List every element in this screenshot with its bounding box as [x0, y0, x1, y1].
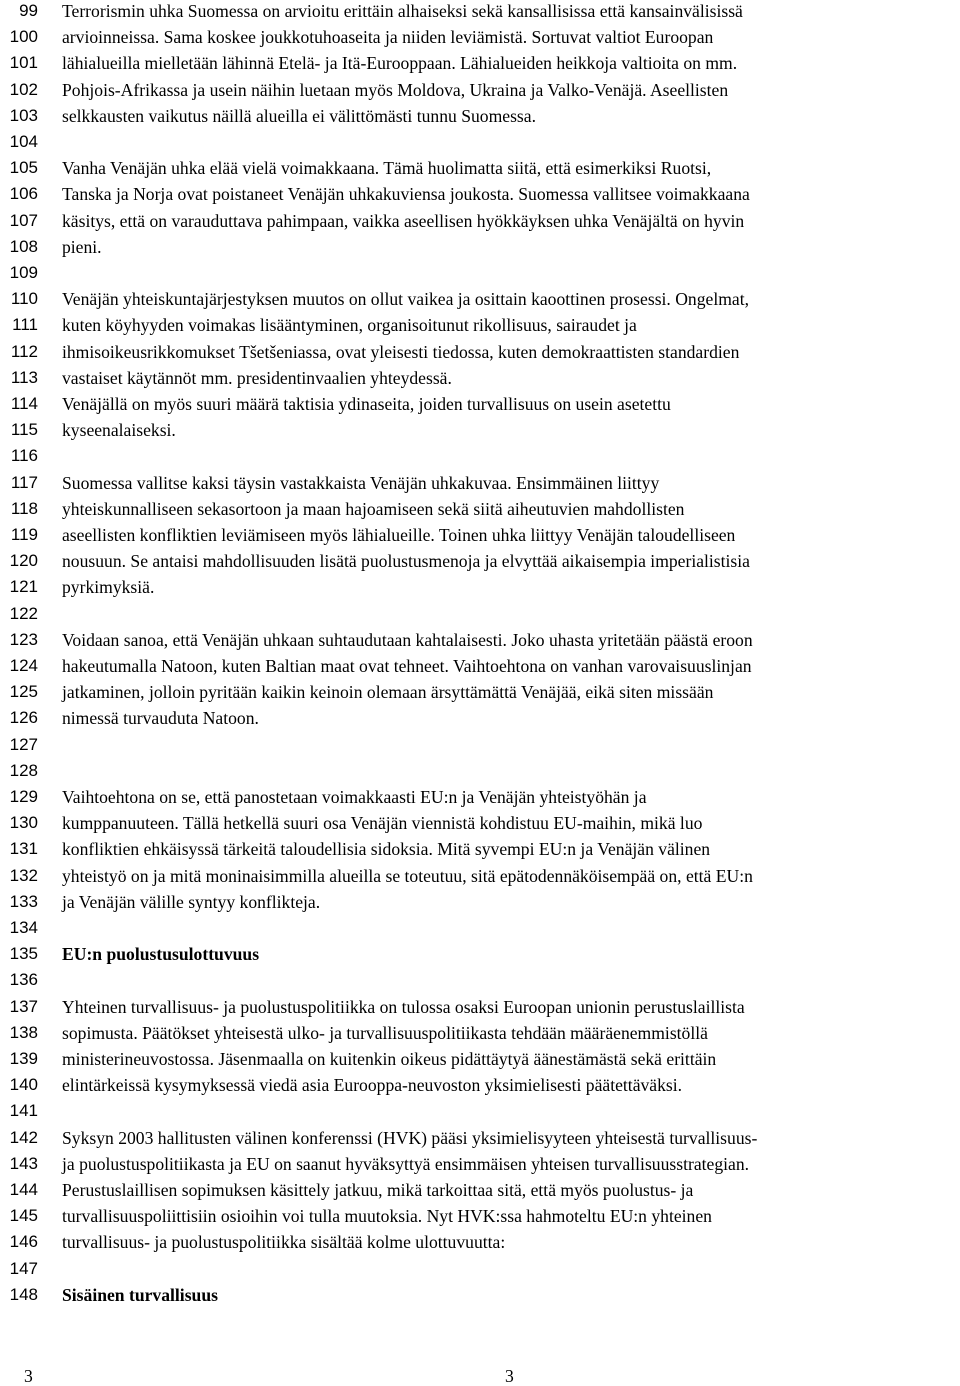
text-line: ja Venäjän välille syntyy konflikteja. — [62, 891, 321, 912]
text-line: ja puolustuspolitiikasta ja EU on saanut hyväksyttyä ensimmäisen yhteisen turvallisuusstrategian. — [62, 1153, 750, 1174]
text-line: Tanska ja Norja ovat poistaneet Venäjän uhkakuviensa joukosta. Suomessa vallitsee voimakkaana — [62, 184, 750, 205]
text-line: turvallisuuspoliittisiin osioihin voi tulla muutoksia. Nyt HVK:ssa hahmoteltu EU:n yhteinen — [62, 1206, 712, 1227]
text-line: Suomessa vallitse kaksi täysin vastakkaista Venäjän uhkakuvaa. Ensimmäinen liittyy — [62, 472, 660, 493]
line-number: 115 — [10, 420, 38, 440]
line-number: 103 — [9, 105, 38, 125]
line-number: 127 — [9, 734, 38, 754]
line-number: 145 — [9, 1206, 38, 1226]
line-number: 108 — [9, 236, 38, 256]
line-number: 106 — [9, 184, 38, 204]
line-number: 111 — [12, 315, 38, 335]
text-line: selkkausten vaikutus näillä alueilla ei välittömästi tunnu Suomessa. — [62, 105, 536, 126]
text-line: lähialueilla mielletään lähinnä Etelä- ja Itä-Eurooppaan. Lähialueiden heikkoja valtioita on mm. — [62, 53, 738, 74]
text-line: pieni. — [62, 236, 102, 257]
text-line: nimessä turvauduta Natoon. — [62, 708, 259, 729]
line-number: 142 — [9, 1127, 38, 1147]
line-number: 140 — [9, 1075, 38, 1095]
text-line: vastaiset käytännöt mm. presidentinvaalien yhteydessä. — [62, 367, 452, 388]
text-line: käsitys, että on varauduttava pahimpaan, vaikka aseellisen hyökkäyksen uhka Venäjältä on hyvin — [62, 210, 745, 231]
line-number: 124 — [9, 656, 38, 675]
text-line: pyrkimyksiä. — [62, 577, 155, 598]
line-number: 114 — [10, 394, 38, 413]
line-number: 134 — [9, 918, 38, 937]
line-number: 132 — [9, 865, 38, 885]
line-number: 137 — [9, 996, 38, 1016]
line-number: 147 — [9, 1258, 38, 1278]
text-line: konfliktien ehkäisyssä tärkeitä taloudellisia sidoksia. Mitä syvempi EU:n ja Venäjän välinen — [62, 839, 711, 860]
text-line: Syksyn 2003 hallitusten välinen konferenssi (HVK) pääsi yksimielisyyteen yhteisestä turvallisuus- — [62, 1127, 758, 1148]
line-number: 130 — [9, 813, 38, 833]
line-number: 116 — [10, 446, 38, 466]
line-number: 105 — [9, 158, 38, 178]
text-line: ministerineuvostossa. Jäsenmaalla on kuitenkin oikeus pidättäytyä äänestämästä sekä erittäin — [62, 1049, 717, 1069]
line-number: 122 — [9, 603, 38, 623]
text-line: Yhteinen turvallisuus- ja puolustuspolitiikka on tulossa osaksi Euroopan unionin perustuslaillista — [62, 996, 745, 1017]
text-line: jatkaminen, jolloin pyritään kaikin keinoin olemaan ärsyttämättä Venäjää, eikä siten missään — [62, 682, 714, 703]
section-heading: Sisäinen turvallisuus — [62, 1284, 218, 1305]
line-number: 102 — [9, 79, 38, 99]
line-number: 141 — [9, 1101, 38, 1121]
line-number: 129 — [9, 787, 38, 806]
text-line: Venäjän yhteiskuntajärjestyksen muutos on ollut vaikea ja osittain kaoottinen prosessi. Ongelmat, — [62, 289, 749, 310]
text-line: Vanha Venäjän uhka elää vielä voimakkaana. Tämä huolimatta siitä, että esimerkiksi Ruotsi, — [62, 158, 712, 179]
line-number: 101 — [9, 53, 38, 73]
line-number: 109 — [9, 263, 38, 282]
line-number: 120 — [9, 551, 38, 571]
line-number: 119 — [10, 525, 38, 544]
page-number-right: 3 — [505, 1366, 514, 1386]
text-line: sopimusta. Päätökset yhteisestä ulko- ja turvallisuuspolitiikasta tehdään määräenemmistöllä — [62, 1022, 708, 1043]
line-number: 144 — [9, 1180, 38, 1199]
text-line: Vaihtoehtona on se, että panostetaan voimakkaasti EU:n ja Venäjän yhteistyöhän ja — [62, 787, 647, 807]
text-line: arvioinneissa. Sama koskee joukkotuhoaseita ja niiden leviämistä. Sortuvat valtiot Euroopan — [62, 27, 714, 48]
line-number: 113 — [10, 367, 38, 387]
line-number: 99 — [19, 1, 38, 20]
text-line: nousuun. Se antaisi mahdollisuuden lisätä puolustusmenoja ja elvyttää aikaisempia imperialistisia — [62, 551, 750, 572]
line-number: 148 — [9, 1284, 38, 1304]
line-number: 139 — [9, 1049, 38, 1068]
section-heading: EU:n puolustusulottuvuus — [62, 944, 260, 965]
text-line: ihmisoikeusrikkomukset Tšetšeniassa, ovat yleisesti tiedossa, kuten demokraattisten standardien — [62, 341, 740, 362]
line-number: 136 — [9, 970, 38, 990]
text-line: Voidaan sanoa, että Venäjän uhkaan suhtaudutaan kahtalaisesti. Joko uhasta yritetään päästä eroon — [62, 629, 753, 650]
text-line: yhteiskunnalliseen sekasortoon ja maan hajoamiseen sekä siitä aiheutuvien mahdollisten — [62, 498, 685, 519]
text-line: yhteistyö on ja mitä moninaisimmilla alueilla se toteutuu, sitä epätodennäköisempää on, että EU:n — [62, 865, 753, 886]
line-number: 143 — [9, 1153, 38, 1173]
line-number: 110 — [10, 289, 38, 309]
text-line: Perustuslaillisen sopimuksen käsittely jatkuu, mikä tarkoittaa sitä, että myös puolustus- ja — [62, 1180, 694, 1200]
text-line: kuten köyhyyden voimakas lisääntyminen, organisoitunut rikollisuus, sairaudet ja — [62, 315, 637, 336]
text-line: Terrorismin uhka Suomessa on arvioitu erittäin alhaiseksi sekä kansallisissa että kansainvälisissä — [62, 1, 743, 21]
text-line: kyseenalaiseksi. — [62, 420, 176, 441]
line-number: 125 — [9, 682, 38, 702]
line-number: 126 — [9, 708, 38, 728]
text-line: Pohjois-Afrikassa ja usein näihin luetaan myös Moldova, Ukraina ja Valko-Venäjä. Aseellisten — [62, 79, 729, 100]
line-number: 135 — [9, 944, 38, 964]
line-number: 128 — [9, 760, 38, 780]
line-number: 131 — [9, 839, 38, 859]
line-number: 117 — [10, 472, 38, 492]
line-number: 100 — [9, 27, 38, 47]
page-number-left: 3 — [24, 1366, 33, 1386]
line-number: 123 — [9, 629, 38, 649]
line-number: 146 — [9, 1232, 38, 1252]
text-line: Venäjällä on myös suuri määrä taktisia ydinaseita, joiden turvallisuus on usein asetettu — [62, 394, 671, 414]
text-line: elintärkeissä kysymyksessä viedä asia Eurooppa-neuvoston yksimielisesti päätettäväksi. — [62, 1075, 683, 1096]
text-line: hakeutumalla Natoon, kuten Baltian maat ovat tehneet. Vaihtoehtona on vanhan varovaisuuslinjan — [62, 656, 752, 676]
text-line: turvallisuus- ja puolustuspolitiikka sisältää kolme ulottuvuutta: — [62, 1232, 506, 1253]
line-number: 112 — [10, 341, 38, 361]
line-number: 118 — [10, 498, 38, 518]
line-number: 104 — [9, 132, 38, 151]
text-line: aseellisten konfliktien leviämiseen myös lähialueille. Toinen uhka liittyy Venäjän taloudelliseen — [62, 525, 736, 545]
line-number: 138 — [9, 1022, 38, 1042]
line-number: 121 — [9, 577, 38, 597]
line-number: 133 — [9, 891, 38, 911]
text-line: kumppanuuteen. Tällä hetkellä suuri osa Venäjän viennistä kohdistuu EU-maihin, mikä luo — [62, 813, 703, 834]
line-number: 107 — [9, 210, 38, 230]
